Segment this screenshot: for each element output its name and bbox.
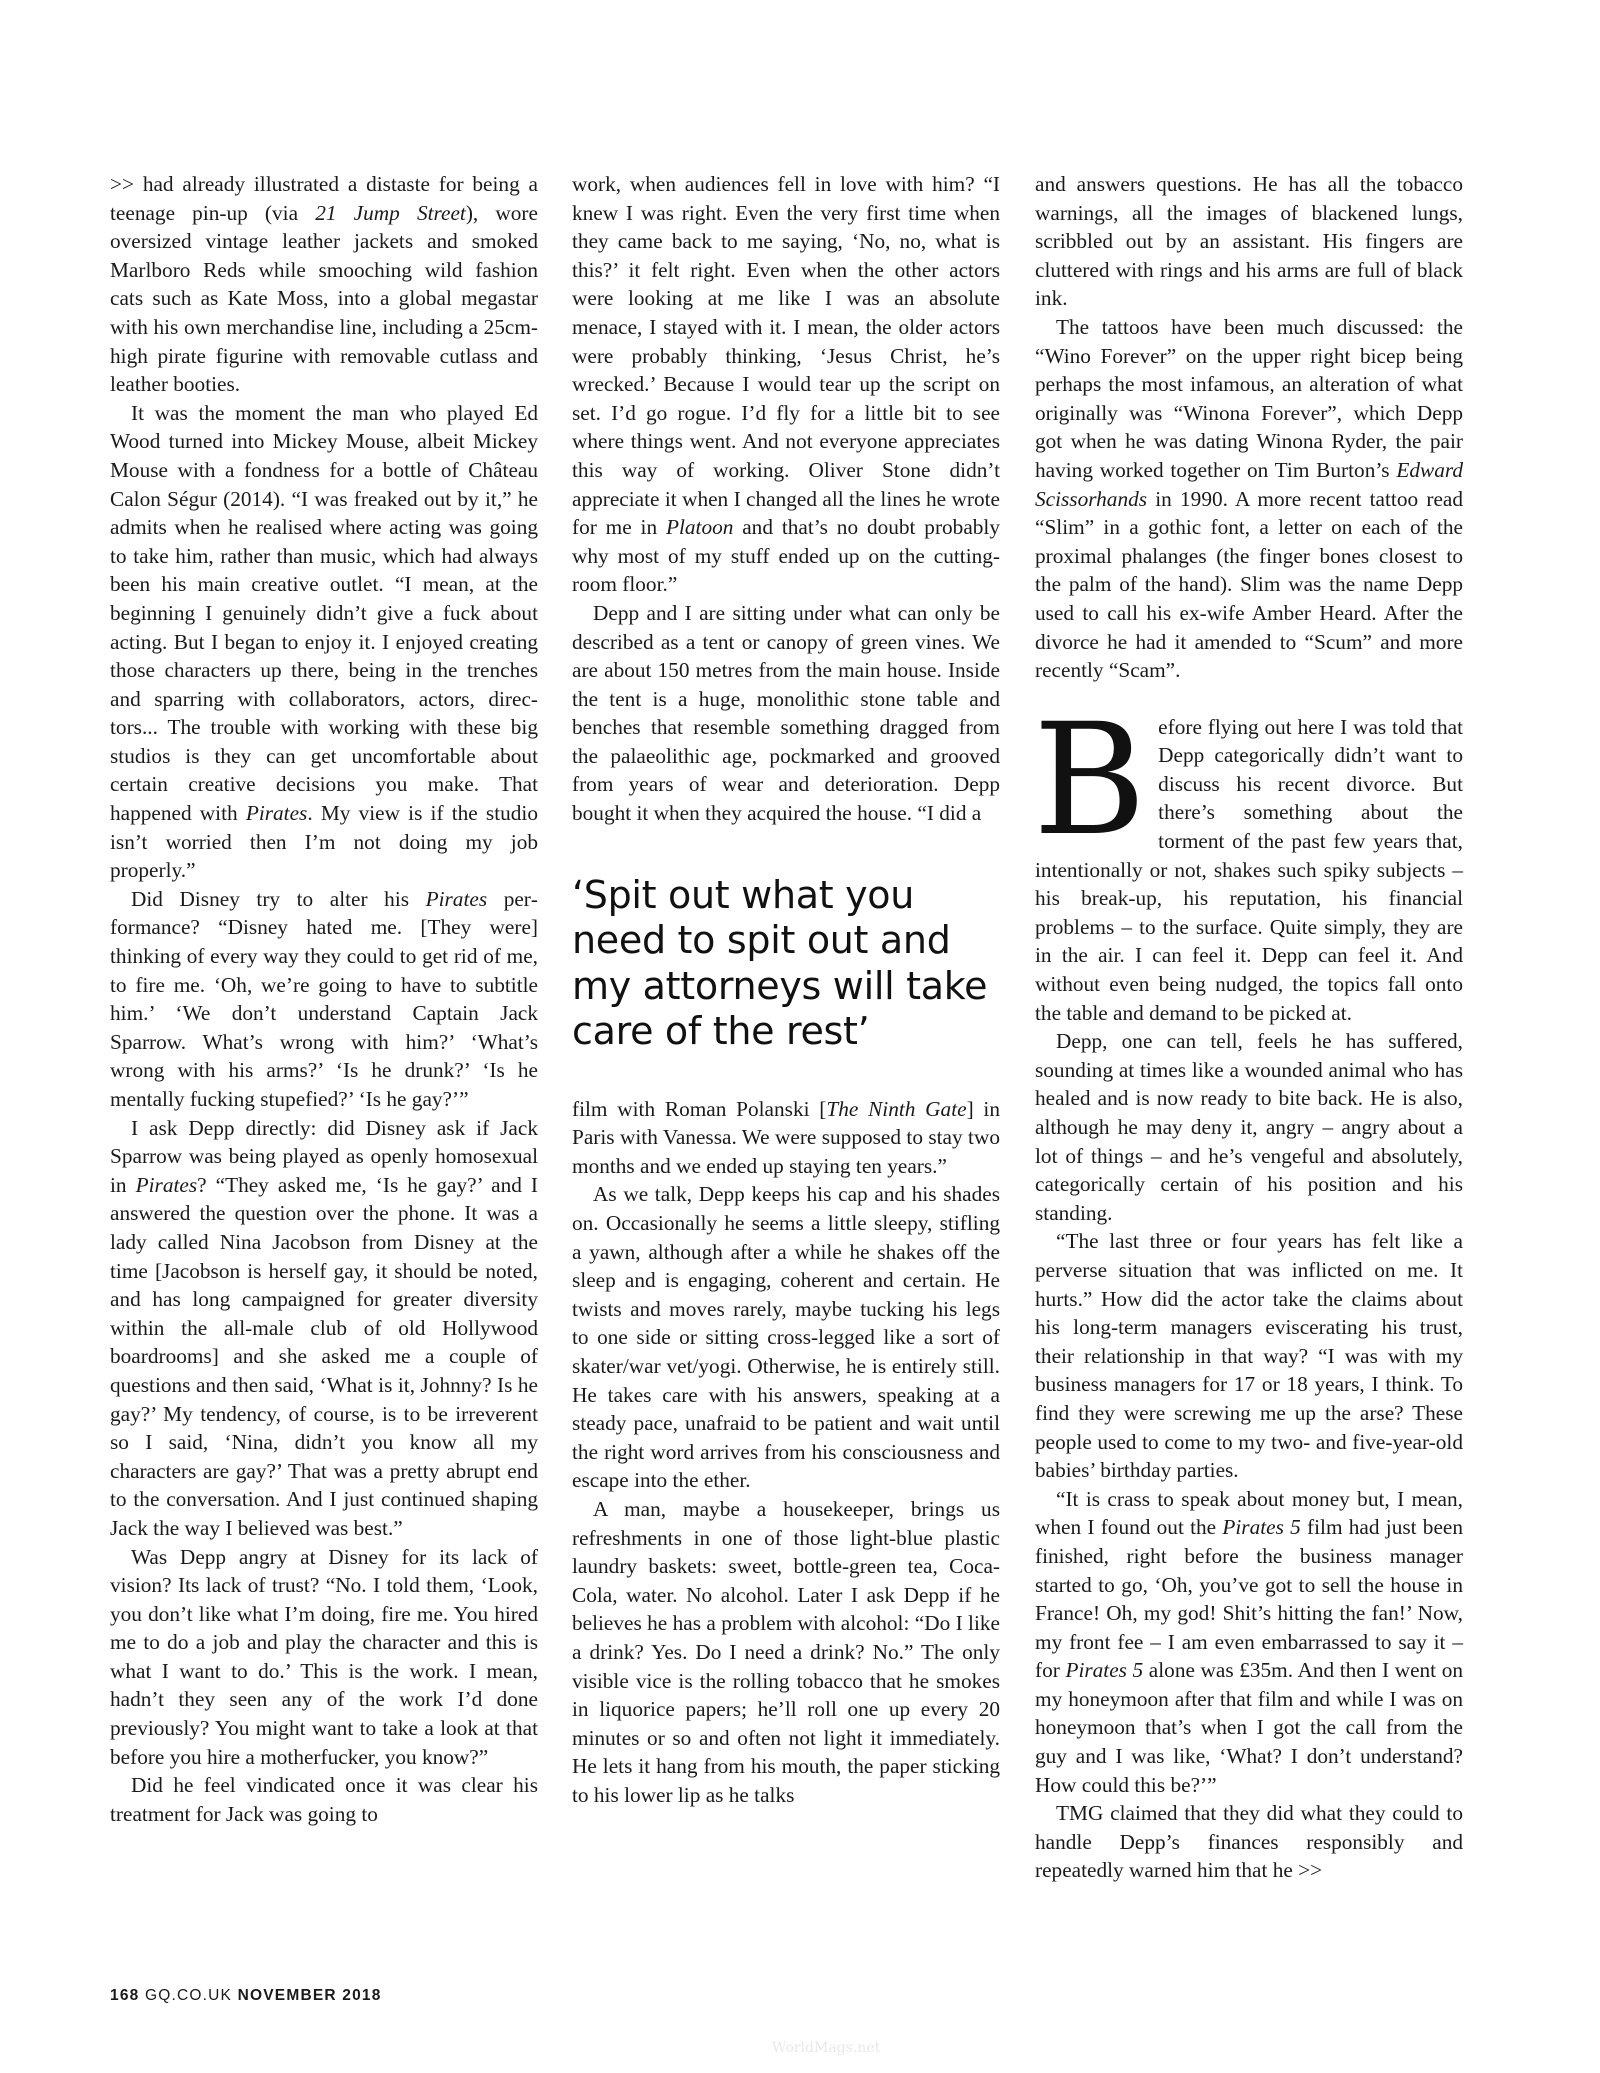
paragraph: film with Roman Polanski [The Ninth Gate] in Paris with Vanessa. We were supposed to stay two months and we ended up staying ten years.” — [572, 1096, 1000, 1178]
paragraph: It was the moment the man who played Ed Wood turned into Mickey Mouse, albeit Mickey Mouse with a fondness for a bottle of Château Calon Ségur (2014). “I was freaked out by it,” he admits when he realised where acting was going to take him, rather than music, which had always been his main creative outlet. “I mean, at the beginning I genuinely didn’t give a fuck about acting. But I began to enjoy it. I enjoyed creating those characters up there, being in the trenches and sparring with collaborators, actors, directors... The trouble with working with these big studios is they can get uncomfortable about certain creative decisions you make. That happened with Pirates. My view is if the studio isn’t worried then I’m not doing my job properly.” — [110, 400, 538, 883]
article-column-3 — [1035, 170, 1463, 1885]
site-name: GQ.CO.UK — [144, 1987, 233, 2004]
paragraph: work, when audiences fell in love with him? “I knew I was right. Even the very first time when they came back to me saying, ‘No, no, what is this?’ it felt right. Even when the other actors were looking at me like I was an absolute menace, I stayed with it. I mean, the older actors were probably thinking, ‘Jesus Christ, he’s wrecked.’ Because I would tear up the script on set. I’d go rogue. I’d fly for a little bit to see where things went. And not everyone appreciates this way of working. Oliver Stone didn’t appreciate it when I changed all the lines he wrote for me in Platoon and that’s no doubt probably why most of my stuff ended up on the cutting-room floor.” — [572, 172, 1000, 597]
issue-date: NOVEMBER 2018 — [237, 1987, 382, 2004]
article-column-2 — [572, 170, 1000, 1810]
pull-quote: ‘Spit out what you need to spit out and my attorneys will take care of the rest’ — [572, 872, 988, 1054]
paragraph: Depp and I are sitting under what can only be described as a tent or canopy of green vines. We are about 150 metres from the main house. Inside the tent is a huge, monolithic stone table and benches that resemble something dragged from the palaeolithic age, pockmarked and grooved from years of wear and deterioration. Depp bought it when they acquired the house. “I did a — [572, 600, 1000, 826]
paragraph: Was Depp angry at Disney for its lack of vision? Its lack of trust? “No. I told them, ‘Look, you don’t like what I’m doing, fire me. You hired me to do a job and play the character and this is what I want to do.’ This is the work. I mean, hadn’t they seen any of the work I’d done previously? You might want to take a look at that before you hire a motherfucker, you know?” — [110, 1544, 538, 1769]
watermark: WorldMags.net — [772, 2040, 881, 2056]
paragraph: and answers questions. He has all the tobacco warnings, all the images of blackened lungs, scribbled out by an assistant. His fingers are cluttered with rings and his arms are full of black ink. — [1035, 172, 1463, 311]
paragraph: A man, maybe a housekeeper, brings us refreshments in one of those light-blue plastic laundry baskets: sweet, bottle-green tea, Coca-Cola, water. No alcohol. Later I ask Depp if he believes he has a problem with alcohol: “Do I like a drink? Yes. Do I need a drink? No.” The only visible vice is the rolling tobacco that he smokes in liquorice papers; he’ll roll one up every 20 minutes or so and often not light it immediately. He lets it hang from his mouth, the paper sticking to his lower lip as he talks — [572, 1496, 1000, 1807]
dropcap-text: efore flying out here I was told that Depp categorically didn’t want to discuss his recent divorce. But there’s something about the torment of the past few years that, intentionally or not, shakes such spiky subjects – his break-up, his reputation, his financial problems – to the surface. Quite simply, they are in the air. I can feel it. Depp can feel it. And without even being nudged, the topics fall onto the table and demand to be picked at. — [1035, 714, 1463, 1025]
page-number: 168 — [110, 1987, 140, 2004]
page-folio — [110, 1987, 382, 2005]
paragraph: >> had already illustrated a distaste for being a teenage pin-up (via 21 Jump Street), wore oversized vintage leather jackets and smoked Marlboro Reds while smooching wild fashion cats such as Kate Moss, into a global megastar with his own merchandise line, including a 25cm-high pirate figurine with removable cutlass and leather booties. — [110, 172, 538, 397]
paragraph: Did he feel vindicated once it was clear his treatment for Jack was going to — [110, 1773, 538, 1826]
paragraph: As we talk, Depp keeps his cap and his shades on. Occasionally he seems a little sleepy, stifling a yawn, although after a while he shakes off the sleep and is engaging, coherent and certain. He twists and moves rarely, maybe tucking his legs to one side or sitting cross-legged like a sort of skater/war vet/yogi. Otherwise, he is entirely still. He takes care with his answers, speaking at a steady pace, unafraid to be patient and wait until the right word arrives from his consciousness and escape into the ether. — [572, 1182, 1000, 1493]
drop-cap: B — [1033, 690, 1147, 870]
paragraph: “It is crass to speak about money but, I mean, when I found out the Pirates 5 film had just been finished, right before the business manager started to go, ‘Oh, you’ve got to sell the house in France! Oh, my god! Shit’s hitting the fan!’ Now, my front fee – I am even embarrassed to say it – for Pirates 5 alone was £35m. And then I went on my honeymoon after that film and while I was on honeymoon that’s when I got the call from the guy and I was like, ‘What? I don’t understand? How could this be?’” — [1035, 1486, 1463, 1797]
paragraph: “The last three or four years has felt like a perverse situation that was inflicted on me. It hurts.” How did the actor take the claims about his long-term managers eviscerating his trust, their relationship in that way? “I was with my business managers for 17 or 18 years, I think. To find they were screwing me up the arse? These people used to come to my two- and five-year-old babies’ birthday parties. — [1035, 1229, 1463, 1483]
paragraph: Did Disney try to alter his Pirates performance? “Disney hated me. [They were] thinking of every way they could to get rid of me, to fire me. ‘Oh, we’re going to have to subtitle him.’ ‘We don’t understand Captain Jack Sparrow. What’s wrong with him?’ ‘What’s wrong with his arms?’ ‘Is he drunk?’ ‘Is he mentally fucking stupefied?’ ‘Is he gay?’” — [110, 886, 538, 1111]
dropcap-paragraph — [1033, 690, 1463, 1028]
article-column-1 — [110, 170, 538, 1828]
paragraph: I ask Depp directly: did Disney ask if Jack Sparrow was being played as openly homosexual in Pirates? “They asked me, ‘Is he gay?’ and I answered the question over the phone. It was a lady called Nina Jacobson from Disney at the time [Jacobson is herself gay, it should be noted, and has long campaigned for greater diversity within the all-male club of old Hollywood boardrooms] and she asked me a couple of questions and then said, ‘What is it, Johnny? Is he gay?’ My tendency, of course, is to be irreverent so I said, ‘Nina, didn’t you know all my characters are gay?’ That was a pretty abrupt end to the conversation. And I just continued shaping Jack the way I believed was best.” — [110, 1115, 539, 1540]
paragraph: The tattoos have been much discussed: the “Wino Forever” on the upper right bicep being perhaps the most infamous, an alteration of what originally was “Winona Forever”, which Depp got when he was dating Winona Ryder, the pair having worked together on Tim Burton’s Edward Scissorhands in 1990. A more recent tattoo read “Slim” in a gothic font, a letter on each of the proximal phalanges (the finger bones closest to the palm of the hand). Slim was the name Depp used to call his ex-wife Amber Heard. After the divorce he had it amended to “Scum” and more recently “Scam”. — [1035, 314, 1463, 683]
paragraph: TMG claimed that they did what they could to handle Depp’s finances responsibly and repeatedly warned him that he >> — [1035, 1801, 1463, 1883]
paragraph: Depp, one can tell, feels he has suffered, sounding at times like a wounded animal who has healed and is now ready to bite back. He is also, although he may deny it, angry – angry about a lot of things – and he’s vengeful and absolutely, categorically certain of his position and his standing. — [1035, 1029, 1463, 1225]
